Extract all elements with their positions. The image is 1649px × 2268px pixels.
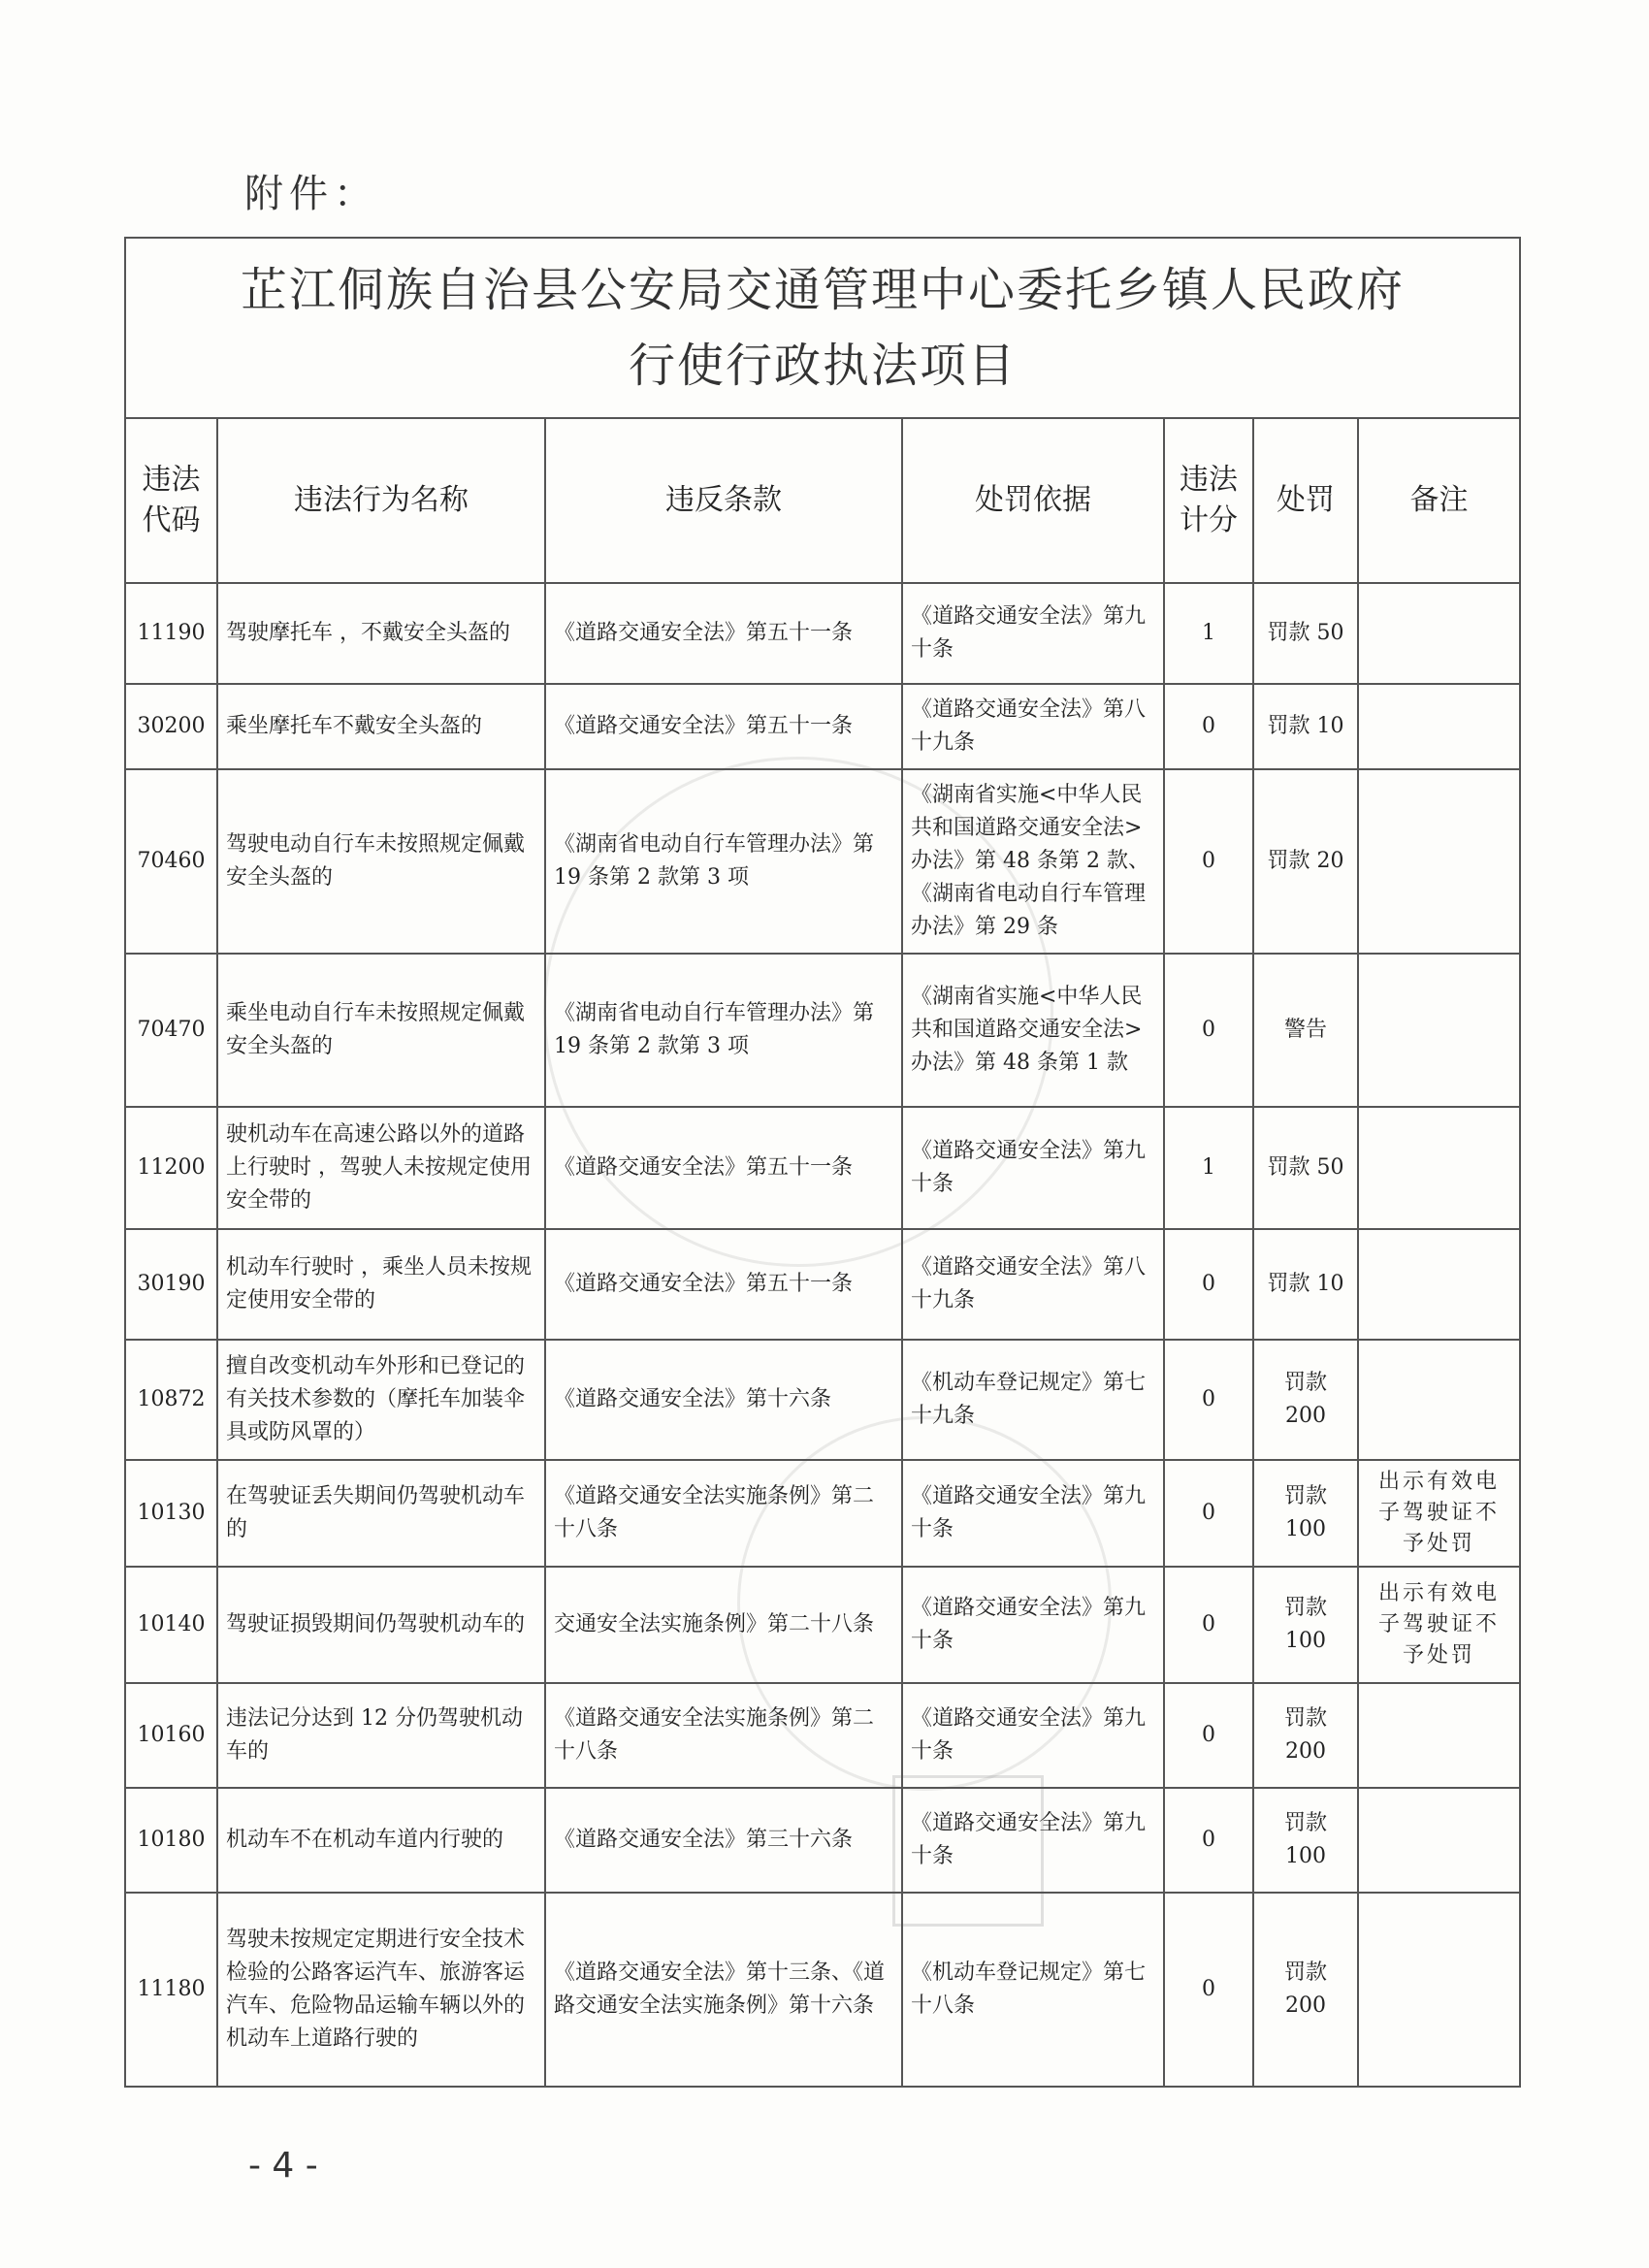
table-row [125, 1893, 1520, 2087]
cell-code: 30200 [125, 684, 217, 769]
table-row [125, 1107, 1520, 1229]
cell-remark [1358, 1340, 1520, 1460]
enforcement-items-table-frame [124, 237, 1519, 2082]
title-line-1: 芷江侗族自治县公安局交通管理中心委托乡镇人民政府 [241, 263, 1406, 317]
cell-basis: 《道路交通安全法》第九十条 [902, 583, 1164, 684]
cell-penalty: 罚款 10 [1253, 1229, 1358, 1340]
table-header-row [125, 418, 1520, 583]
cell-name: 驾驶证损毁期间仍驾驶机动车的 [217, 1567, 545, 1683]
table-row [125, 1340, 1520, 1460]
header-name: 违法行为名称 [217, 418, 545, 583]
cell-remark: 出示有效电子驾驶证不予处罚 [1358, 1460, 1520, 1567]
cell-basis: 《道路交通安全法》第八十九条 [902, 1229, 1164, 1340]
cell-code: 11200 [125, 1107, 217, 1229]
enforcement-items-table [124, 237, 1521, 2088]
cell-basis: 《道路交通安全法》第九十条 [902, 1788, 1164, 1893]
cell-penalty: 罚款 50 [1253, 1107, 1358, 1229]
cell-points: 0 [1164, 1567, 1253, 1683]
table-row [125, 769, 1520, 954]
cell-penalty: 罚款 100 [1253, 1567, 1358, 1683]
cell-clause: 《道路交通安全法》第五十一条 [545, 583, 902, 684]
cell-basis: 《湖南省实施<中华人民共和国道路交通安全法>办法》第 48 条第 2 款、《湖南省电动自行车管理办法》第 29 条 [902, 769, 1164, 954]
cell-code: 10160 [125, 1683, 217, 1788]
header-clause: 违反条款 [545, 418, 902, 583]
cell-clause: 《道路交通安全法实施条例》第二十八条 [545, 1683, 902, 1788]
cell-basis: 《道路交通安全法》第九十条 [902, 1460, 1164, 1567]
cell-name: 违法记分达到 12 分仍驾驶机动车的 [217, 1683, 545, 1788]
table-row [125, 583, 1520, 684]
cell-remark [1358, 1893, 1520, 2087]
cell-points: 1 [1164, 1107, 1253, 1229]
cell-clause: 《道路交通安全法》第十六条 [545, 1340, 902, 1460]
header-code: 违法代码 [125, 418, 217, 583]
cell-code: 11190 [125, 583, 217, 684]
cell-name: 机动车行驶时 ，乘坐人员未按规定使用安全带的 [217, 1229, 545, 1340]
cell-basis: 《湖南省实施<中华人民共和国道路交通安全法>办法》第 48 条第 1 款 [902, 954, 1164, 1107]
cell-points: 0 [1164, 1340, 1253, 1460]
cell-points: 0 [1164, 954, 1253, 1107]
cell-code: 10140 [125, 1567, 217, 1683]
cell-points: 0 [1164, 684, 1253, 769]
cell-code: 70460 [125, 769, 217, 954]
cell-clause: 《道路交通安全法实施条例》第二十八条 [545, 1460, 902, 1567]
table-row [125, 954, 1520, 1107]
cell-remark [1358, 583, 1520, 684]
table-row [125, 1460, 1520, 1567]
title-line-2: 行使行政执法项目 [629, 339, 1018, 393]
cell-name: 乘坐电动自行车未按照规定佩戴安全头盔的 [217, 954, 545, 1107]
cell-clause: 《道路交通安全法》第五十一条 [545, 1229, 902, 1340]
cell-name: 擅自改变机动车外形和已登记的有关技术参数的（摩托车加装伞具或防风罩的） [217, 1340, 545, 1460]
cell-name: 驾驶未按规定定期进行安全技术检验的公路客运汽车、旅游客运汽车、危险物品运输车辆以外的机动车上道路行驶的 [217, 1893, 545, 2087]
cell-penalty: 罚款 100 [1253, 1460, 1358, 1567]
cell-remark [1358, 954, 1520, 1107]
cell-penalty: 罚款 200 [1253, 1893, 1358, 2087]
table-title [125, 238, 1520, 418]
cell-penalty: 罚款 20 [1253, 769, 1358, 954]
cell-basis: 《道路交通安全法》第八十九条 [902, 684, 1164, 769]
cell-code: 10180 [125, 1788, 217, 1893]
cell-points: 0 [1164, 769, 1253, 954]
cell-clause: 《道路交通安全法》第三十六条 [545, 1788, 902, 1893]
cell-basis: 《机动车登记规定》第七十九条 [902, 1340, 1164, 1460]
cell-name: 在驾驶证丢失期间仍驾驶机动车的 [217, 1460, 545, 1567]
cell-clause: 《道路交通安全法》第十三条、《道路交通安全法实施条例》第十六条 [545, 1893, 902, 2087]
cell-basis: 《道路交通安全法》第九十条 [902, 1107, 1164, 1229]
cell-clause: 《道路交通安全法》第五十一条 [545, 1107, 902, 1229]
cell-clause: 交通安全法实施条例》第二十八条 [545, 1567, 902, 1683]
cell-remark [1358, 1229, 1520, 1340]
header-basis: 处罚依据 [902, 418, 1164, 583]
cell-points: 0 [1164, 1460, 1253, 1567]
table-row [125, 684, 1520, 769]
cell-name: 驾驶摩托车 ，不戴安全头盔的 [217, 583, 545, 684]
cell-penalty: 罚款 10 [1253, 684, 1358, 769]
cell-points: 0 [1164, 1229, 1253, 1340]
cell-remark: 出示有效电子驾驶证不予处罚 [1358, 1567, 1520, 1683]
cell-clause: 《湖南省电动自行车管理办法》第 19 条第 2 款第 3 项 [545, 769, 902, 954]
cell-penalty: 警告 [1253, 954, 1358, 1107]
cell-code: 10130 [125, 1460, 217, 1567]
cell-points: 1 [1164, 583, 1253, 684]
cell-remark [1358, 1683, 1520, 1788]
cell-remark [1358, 769, 1520, 954]
header-points: 违法计分 [1164, 418, 1253, 583]
cell-code: 11180 [125, 1893, 217, 2087]
cell-points: 0 [1164, 1683, 1253, 1788]
cell-remark [1358, 1788, 1520, 1893]
cell-points: 0 [1164, 1788, 1253, 1893]
cell-name: 驾驶电动自行车未按照规定佩戴安全头盔的 [217, 769, 545, 954]
cell-name: 乘坐摩托车不戴安全头盔的 [217, 684, 545, 769]
page-number: - 4 - [248, 2146, 318, 2186]
cell-name: 驶机动车在高速公路以外的道路上行驶时 ，驾驶人未按规定使用安全带的 [217, 1107, 545, 1229]
cell-name: 机动车不在机动车道内行驶的 [217, 1788, 545, 1893]
cell-code: 10872 [125, 1340, 217, 1460]
cell-points: 0 [1164, 1893, 1253, 2087]
cell-penalty: 罚款 200 [1253, 1683, 1358, 1788]
cell-penalty: 罚款 50 [1253, 583, 1358, 684]
table-row [125, 1567, 1520, 1683]
table-row [125, 1683, 1520, 1788]
cell-code: 30190 [125, 1229, 217, 1340]
cell-remark [1358, 1107, 1520, 1229]
header-remark: 备注 [1358, 418, 1520, 583]
table-row [125, 1788, 1520, 1893]
attachment-label: 附件： [244, 172, 378, 216]
cell-basis: 《道路交通安全法》第九十条 [902, 1567, 1164, 1683]
cell-basis: 《机动车登记规定》第七十八条 [902, 1893, 1164, 2087]
cell-penalty: 罚款 200 [1253, 1340, 1358, 1460]
cell-clause: 《湖南省电动自行车管理办法》第 19 条第 2 款第 3 项 [545, 954, 902, 1107]
cell-clause: 《道路交通安全法》第五十一条 [545, 684, 902, 769]
table-row [125, 1229, 1520, 1340]
cell-penalty: 罚款 100 [1253, 1788, 1358, 1893]
header-penalty: 处罚 [1253, 418, 1358, 583]
cell-code: 70470 [125, 954, 217, 1107]
cell-remark [1358, 684, 1520, 769]
cell-basis: 《道路交通安全法》第九十条 [902, 1683, 1164, 1788]
